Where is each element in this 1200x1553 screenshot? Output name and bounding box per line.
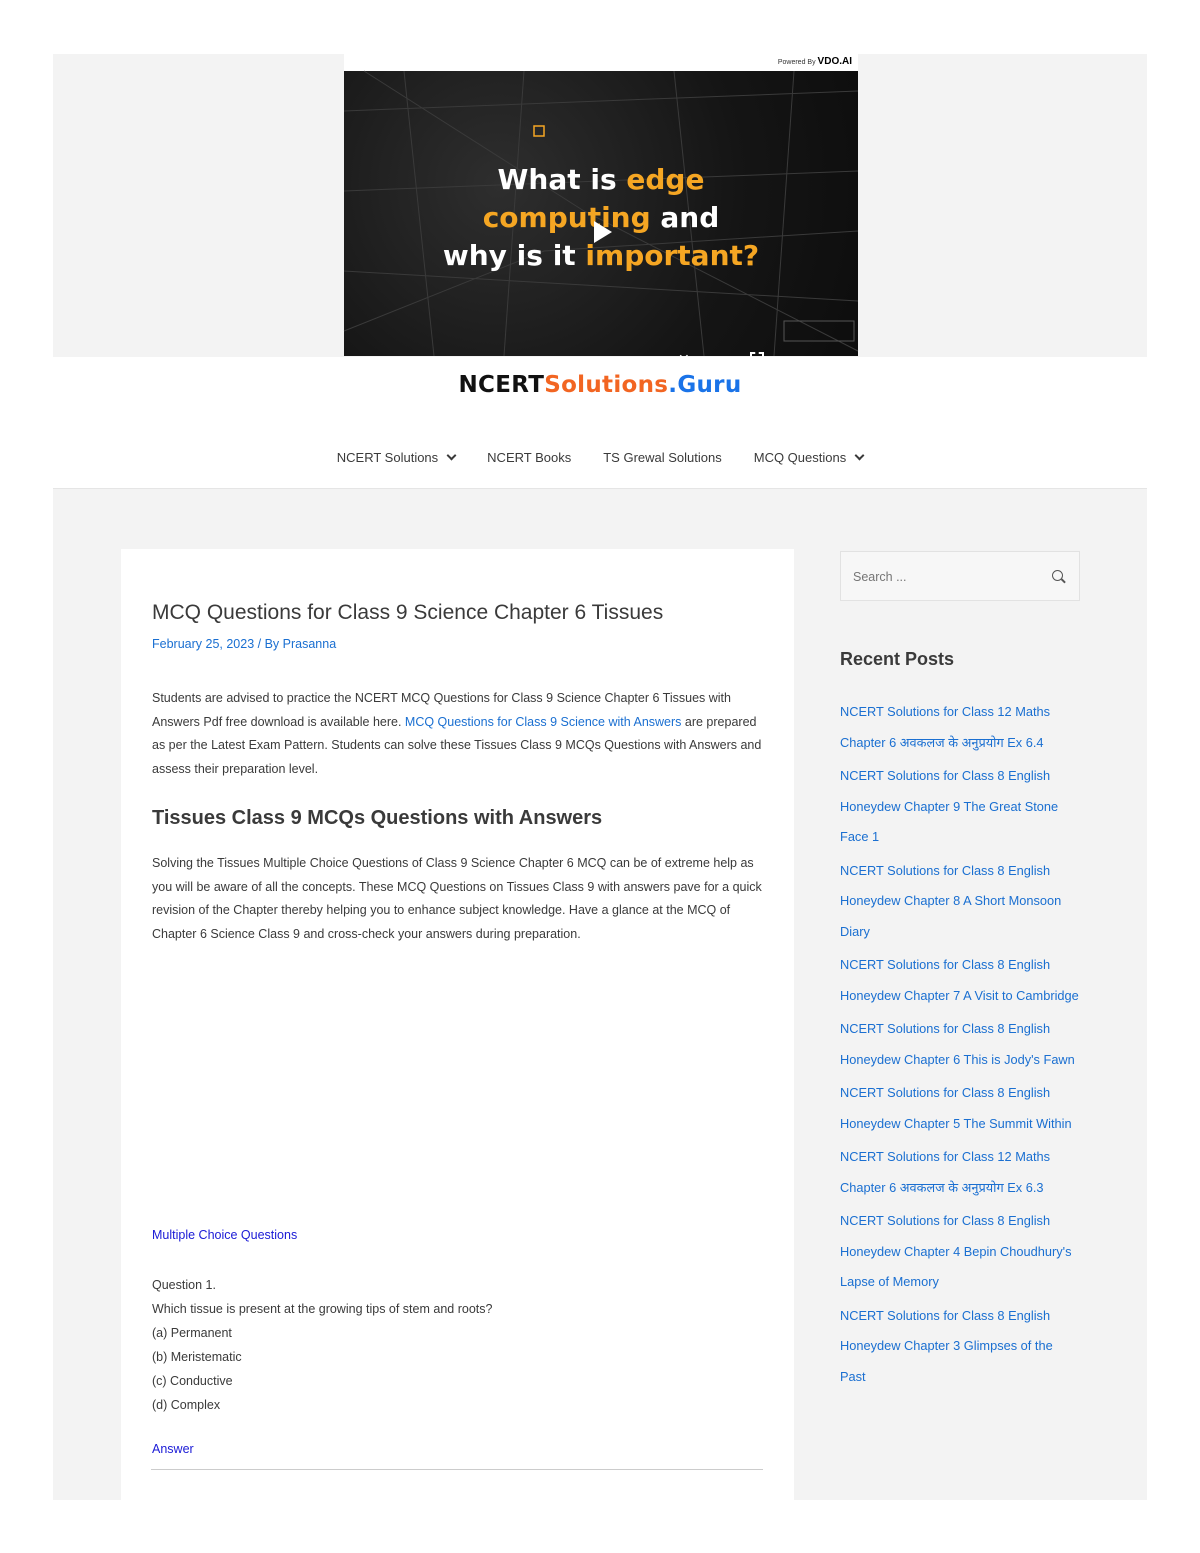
option-d: (d) Complex bbox=[152, 1398, 221, 1412]
mcq-class9-link[interactable]: MCQ Questions for Class 9 Science with Answers bbox=[404, 714, 682, 729]
body-paragraph: Solving the Tissues Multiple Choice Questions of Class 9 Science Chapter 6 MCQ can be of extreme help as you will be aware of all the concepts. These MCQ Questions on Tissues Class 9 with answers pave for a quick revision of the Chapter thereby helping you to enhance subject knowledge. Have a glance at the MCQ of Chapter 6 Science Class 9 and cross-check your answers during preparation. bbox=[152, 856, 762, 941]
recent-post-link[interactable]: NCERT Solutions for Class 8 English Honeydew Chapter 4 Bepin Choudhury's Lapse of Memory bbox=[840, 1213, 1072, 1289]
recent-post-link[interactable]: NCERT Solutions for Class 8 English Honeydew Chapter 5 The Summit Within bbox=[840, 1085, 1072, 1131]
video-caption: What is edge computing and why is it important? bbox=[442, 163, 760, 272]
divider bbox=[151, 1469, 763, 1470]
chevron-down-icon[interactable] bbox=[447, 451, 457, 461]
recent-post-link[interactable]: NCERT Solutions for Class 8 English Honeydew Chapter 8 A Short Monsoon Diary bbox=[840, 862, 1062, 939]
page-title: MCQ Questions for Class 9 Science Chapter 6 Tissues bbox=[152, 601, 664, 624]
nav-item-ncert-solutions[interactable]: NCERT Solutions bbox=[337, 450, 455, 465]
multiple-choice-link[interactable]: Multiple Choice Questions bbox=[152, 1228, 298, 1242]
option-b: (b) Meristematic bbox=[152, 1350, 242, 1364]
site-logo[interactable]: NCERTSolutions.Guru bbox=[458, 372, 742, 398]
recent-post-link[interactable]: NCERT Solutions for Class 8 English Honeydew Chapter 9 The Great Stone Face 1 bbox=[840, 768, 1059, 844]
search-form bbox=[840, 551, 1080, 601]
fullscreen-icon[interactable] bbox=[750, 352, 764, 366]
answer-toggle[interactable]: Answer bbox=[152, 1442, 194, 1456]
recent-post-link[interactable]: NCERT Solutions for Class 12 Maths Chapter 6 अवकलज के अनुप्रयोग Ex 6.4 bbox=[840, 704, 1051, 750]
chevron-down-icon[interactable] bbox=[855, 451, 865, 461]
post-author[interactable]: Prasanna bbox=[282, 637, 337, 651]
recent-posts-heading: Recent Posts bbox=[840, 649, 955, 669]
powered-by-label: Powered By VDO.AI bbox=[777, 56, 852, 67]
nav-item-ncert-books[interactable]: NCERT Books bbox=[487, 450, 572, 465]
nav-item-mcq-questions[interactable]: MCQ Questions bbox=[754, 450, 863, 465]
question-text: Which tissue is present at the growing tips of stem and roots? bbox=[152, 1302, 493, 1316]
video-top-bar bbox=[344, 54, 858, 71]
question-block bbox=[152, 1273, 492, 1417]
search-icon[interactable] bbox=[1052, 570, 1063, 581]
question-number: Question 1. bbox=[152, 1278, 216, 1292]
option-c: (c) Conductive bbox=[152, 1374, 233, 1388]
nav-item-ts-grewal[interactable]: TS Grewal Solutions bbox=[603, 450, 722, 465]
recent-post-link[interactable]: NCERT Solutions for Class 12 Maths Chapter 6 अवकलज के अनुप्रयोग Ex 6.3 bbox=[840, 1149, 1051, 1195]
video-player[interactable] bbox=[344, 54, 858, 367]
main-nav bbox=[0, 450, 1200, 465]
post-date[interactable]: February 25, 2023 bbox=[152, 637, 255, 651]
recent-posts-list bbox=[840, 697, 1080, 1395]
section-heading: Tissues Class 9 MCQs Questions with Answers bbox=[152, 807, 603, 829]
post-meta: February 25, 2023 / By Prasanna bbox=[152, 637, 337, 651]
search-input[interactable] bbox=[853, 568, 1033, 586]
option-a: (a) Permanent bbox=[152, 1326, 232, 1340]
recent-post-link[interactable]: NCERT Solutions for Class 8 English Honeydew Chapter 6 This is Jody's Fawn bbox=[840, 1021, 1075, 1067]
play-icon[interactable] bbox=[594, 221, 612, 243]
mute-icon[interactable]: ✕ bbox=[678, 351, 690, 367]
recent-post-link[interactable]: NCERT Solutions for Class 8 English Honeydew Chapter 3 Glimpses of the Past bbox=[840, 1307, 1053, 1384]
recent-post-link[interactable]: NCERT Solutions for Class 8 English Honeydew Chapter 7 A Visit to Cambridge bbox=[840, 957, 1079, 1003]
intro-paragraph: Students are advised to practice the NCERT MCQ Questions for Class 9 Science Chapter 6 Tissues with Answers Pdf free download is available here. MCQ Questions for Class 9 Science with Answers are prepared as per the Latest Exam Pattern. Students can solve these Tissues Class 9 MCQs Questions with Answers and assess their preparation level. bbox=[152, 691, 762, 776]
video-screen[interactable] bbox=[344, 71, 858, 367]
article bbox=[121, 549, 794, 1500]
